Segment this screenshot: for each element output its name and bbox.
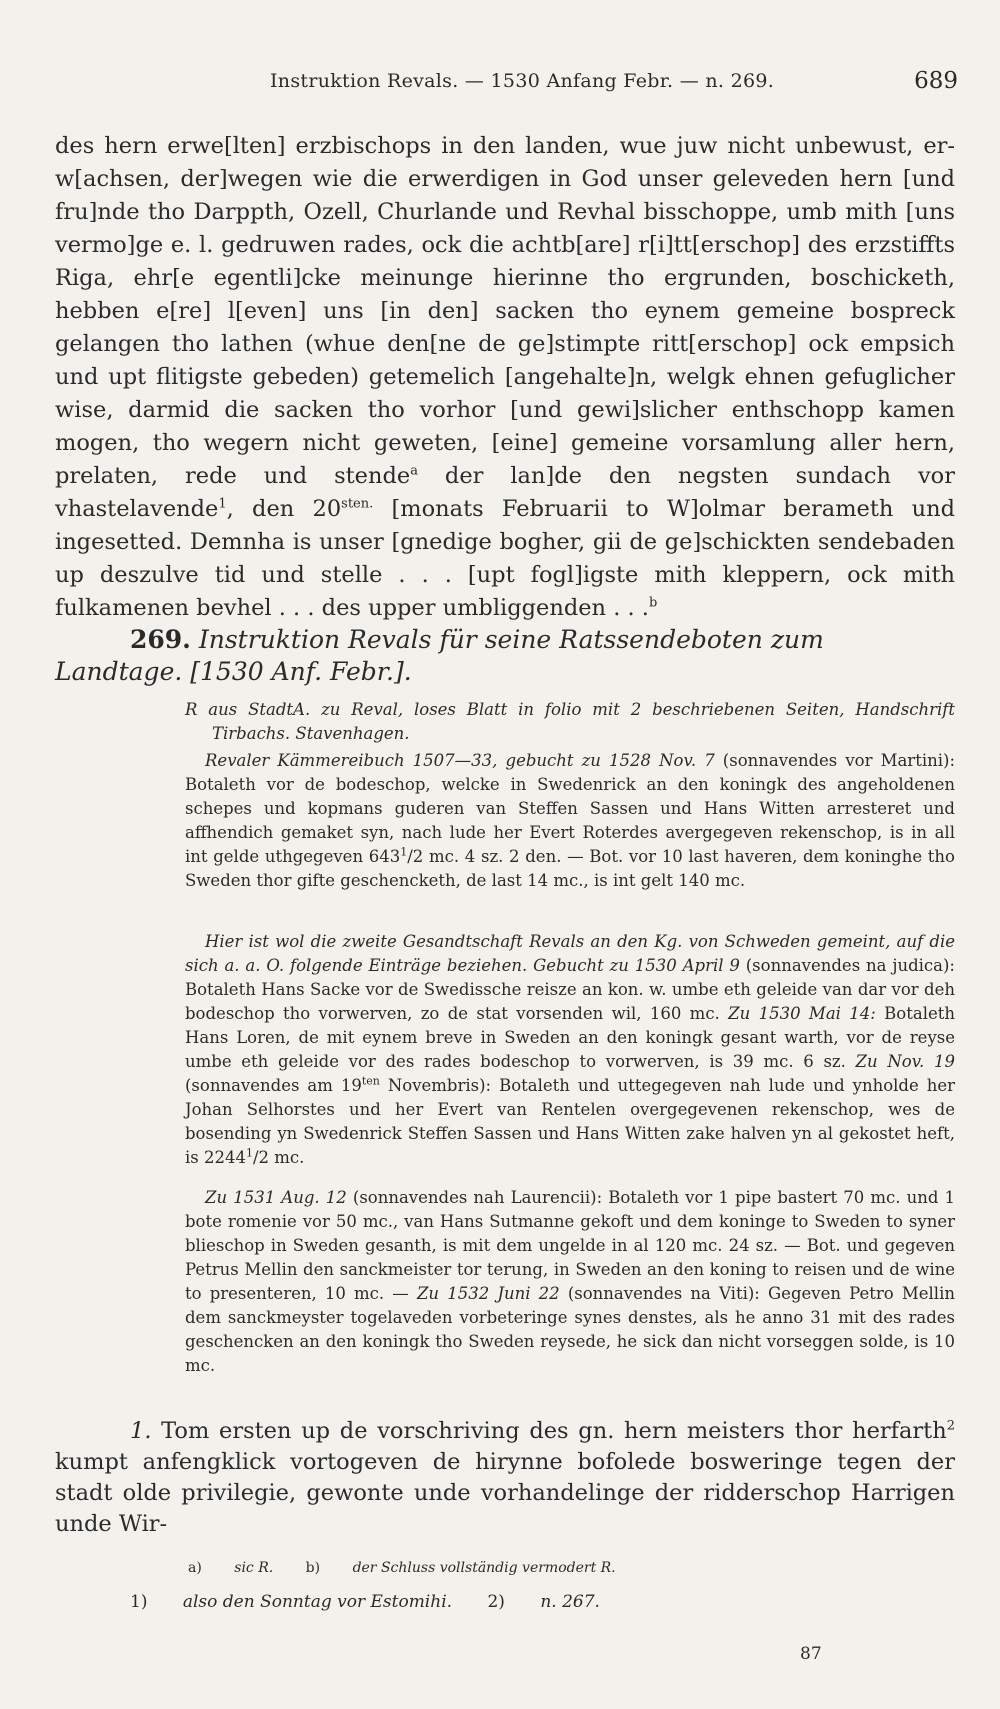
body-line: [monats Februarii to — [373, 496, 649, 522]
body-line: lathen (whue den[ne de ge]stimpte ritt[erschop] ock empsich und upt flitigste — [55, 331, 955, 390]
excerpt-text: (sonnavendes nah Laurencii): Botaleth vor 1 pipe bastert 70 mc. und 1 bote romenie vor 50 mc., van Hans Sutmanne gekoft und dem koninge to Sweden to syner blieschop in Sweden gesanth, is mit dem ungelde in al 120 mc. 24 sz. — Bot. und gegeven Petrus Mellin den sanckmeister tor terung, in Sweden an den koning to reisen und de wine to presenteren, 10 mc. — — [185, 1188, 955, 1303]
ordinal-suffix: sten. — [341, 496, 374, 512]
body-line: kleppern, ock mith fulkamenen bevhel . . . des upper umbliggenden . . . — [55, 562, 955, 621]
footnote-1: 1) also den Sonntag vor Estomihi. — [130, 1592, 453, 1612]
page-number: 689 — [914, 68, 958, 94]
article-number: 1. — [130, 1418, 152, 1444]
body-line: ge]schickten sendebaden up deszulve tid und stelle . . . [upt fogl]igste mith — [55, 529, 955, 588]
sweden-embassy-note — [185, 930, 955, 1170]
printer-signature: 87 — [800, 1644, 822, 1664]
excerpt-text: Botaleth Hans Loren, de mit eynem breve in Sweden an den koningk gesant warth, vor de reyse umbe eth geleide vor des rades bodeschop to vorwerven, is 39 mc. 6 sz. — [185, 1004, 955, 1071]
footnote-ref: 1 — [218, 496, 227, 512]
entries-1531-1532 — [185, 1186, 955, 1378]
body-line: , den 20 — [226, 496, 342, 522]
excerpt-text: (sonnavendes am 19 — [185, 1076, 362, 1095]
article-text: Tom ersten up de vorschriving des gn. hern meisters thor herfarth — [151, 1418, 947, 1444]
body-line: vermo]ge e. l. gedruwen rades, ock die achtb[are] r[i]tt[erschop] des erzstiffts — [55, 232, 955, 258]
excerpt-text: (sonnavendes vor Martini): Botaleth vor de bodeschop, welcke in Swedenrick an den koningk des angeholdenen schepes und kopmans guderen van Steffen Sassen und Hans Witten arresteret und affhendich gemaket syn, nach lude her Evert Roterdes avergegeven rekenschop, is in all int gelde uthgegeven 643 — [185, 751, 955, 866]
body-line: e[re] l[even] uns [in den] sacken tho eynem gemeine bospreck gelangen tho — [55, 298, 955, 357]
entry-date: Zu 1530 Mai 14: — [728, 1004, 876, 1023]
article-1 — [55, 1416, 955, 1540]
excerpt-source: Revaler Kämmereibuch 1507—33, gebucht zu 1528 Nov. 7 — [205, 751, 715, 770]
excerpt-text: Novembris): Botaleth und uttegegeven nah lude und ynholde her Johan Selhorstes und her Evert van Rentelen overgegevenen rekenschop, wes de bosending yn Swedenrick Steffen Sassen und Hans Witten zake halven yn al gekostet heft, is 2244 — [185, 1076, 956, 1167]
editor-note: Hier ist wol die zweite Gesandtschaft Revals an den Kg. von Schweden gemeint, auf die sich a. a. O. folgende Einträge beziehen. Gebucht zu 1530 April 9 — [185, 932, 955, 975]
source-description: R aus StadtA. zu Reval, loses Blatt in folio mit 2 beschriebenen Seiten, Handschrift Tirbachs. Stavenhagen. — [185, 700, 955, 743]
source-note — [185, 698, 955, 746]
footnote-ref: b — [648, 595, 658, 611]
account-book-excerpt — [185, 749, 955, 893]
body-line: Riga, ehr[e egentli]cke meinunge hierinne tho ergrunden, boschicketh, hebben — [55, 265, 955, 324]
footnote-ref: 2 — [946, 1418, 955, 1434]
footnote-a: a) sic R. — [188, 1560, 274, 1576]
body-line: der — [417, 463, 484, 489]
fraction-num: 1 — [245, 1146, 253, 1160]
entry-date: Zu 1531 Aug. 12 — [205, 1188, 347, 1207]
document-date: [1530 — [190, 657, 264, 686]
body-line: sacken tho vorhor [und gewi]slicher enthschopp kamen mogen, tho wegern nicht — [55, 397, 955, 456]
fraction-num: 1 — [400, 845, 408, 859]
entry-date: Zu Nov. 19 — [855, 1052, 955, 1071]
letter-body — [55, 130, 955, 625]
body-line: des hern erwe[lten] erzbischops in den landen, wue juw nicht unbewust, er- — [55, 133, 955, 159]
body-line: W]olmar berameth und ingesetted. Demnha is unser [gnedige bogher, gii de — [55, 496, 956, 555]
document-number: 269. — [130, 625, 191, 654]
body-line: gebeden) getemelich [angehalte]n, welgk ehnen gefuglicher wise, darmid die — [55, 364, 955, 423]
article-text: kumpt anfengklick vortogeven de hirynne bofolede bosweringe tegen der stadt olde privilegie, gewonte unde vorhandelinge der ridderschop Harrigen unde Wir- — [55, 1449, 955, 1537]
explanatory-footnotes — [130, 1592, 630, 1612]
excerpt-text: (sonnavendes na judica): Botaleth Hans Sacke vor de Swedissche reisze an kon. w. umbe eth geleide van dar vor deh bodeschop tho vorwerven, zo de stat vorsenden wil, 160 mc. — [185, 956, 955, 1023]
document-heading — [55, 624, 955, 688]
excerpt-text: /2 mc. — [252, 1148, 305, 1167]
body-line: lan]de den negsten sundach vor vhastelavende — [55, 463, 955, 522]
body-line: w[achsen, der]wegen wie die erwerdigen in God unser geleveden hern [und — [55, 166, 955, 192]
body-line: fru]nde tho Darppth, Ozell, Churlande und Revhal bisschoppe, umb mith [uns — [55, 199, 955, 225]
footnote-ref: a — [410, 463, 418, 479]
ordinal-suffix: ten — [361, 1074, 380, 1088]
footnote-b: b) der Schluss vollständig vermodert R. — [305, 1560, 616, 1576]
excerpt-text: /2 mc. 4 sz. 2 den. — Bot. vor 10 last haveren, dem koninghe tho Sweden thor gifte geschencketh, de last 14 mc., is int gelt 140 mc. — [185, 847, 955, 890]
footnote-2: 2) n. 267. — [487, 1592, 600, 1612]
document-date-cont: Anf. Febr.]. — [271, 657, 412, 686]
body-line: geweten, [eine] gemeine vorsamlung aller hern, prelaten, rede und stende — [55, 430, 956, 489]
excerpt-text: (sonnavendes na Viti): Gegeven Petro Mellin dem sanckmeyster togelaveden vorbeteringe synes denstes, als he anno 31 mit des rades geschencken an den koningk tho Sweden reysede, he sick dan nicht vorseggen solde, is 10 mc. — [185, 1284, 955, 1375]
entry-date: Zu 1532 Juni 22 — [416, 1284, 560, 1303]
document-title: Instruktion Revals für seine Ratssendeboten zum Landtage. — [55, 625, 824, 686]
running-head: Instruktion Revals. — 1530 Anfang Febr. — n. 269. — [270, 70, 775, 92]
textual-footnotes — [188, 1560, 644, 1576]
